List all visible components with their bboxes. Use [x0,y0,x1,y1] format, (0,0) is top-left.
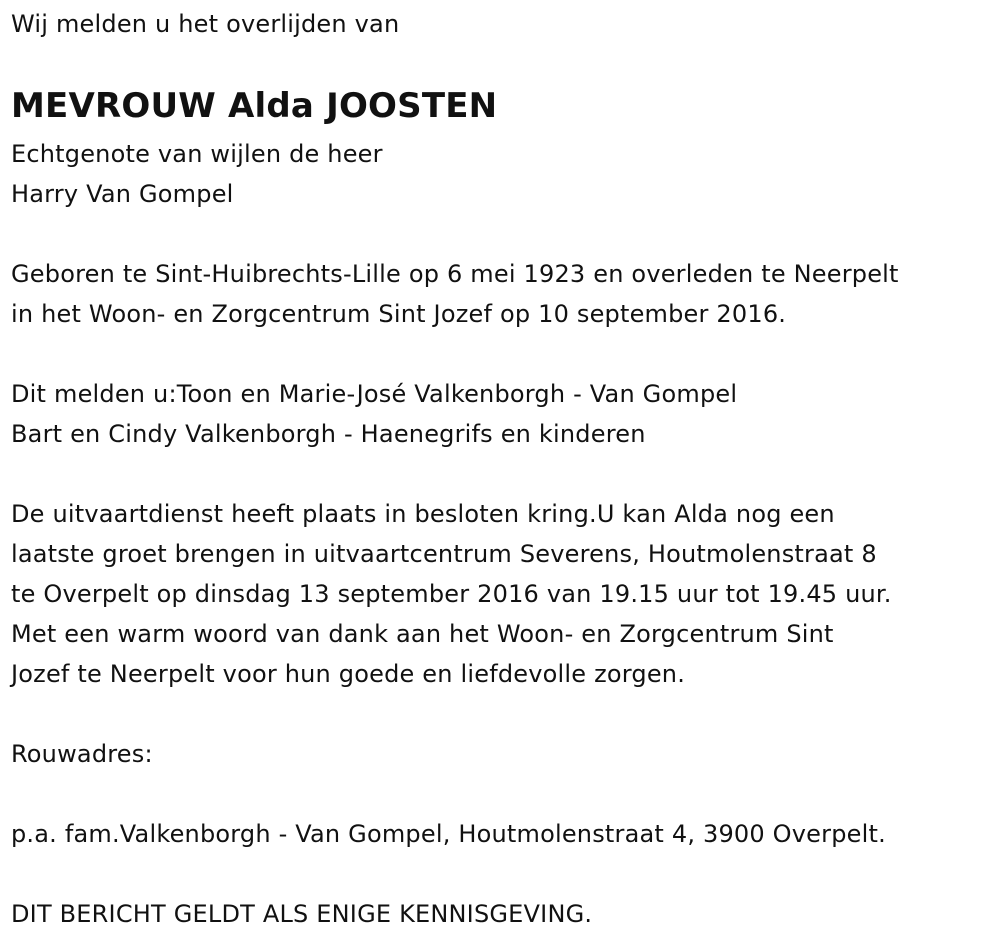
funeral-line-2: laatste groet brengen in uitvaartcentrum Severens, Houtmolenstraat 8 [11,540,877,568]
closing-statement: DIT BERICHT GELDT ALS ENIGE KENNISGEVING. [11,900,593,928]
deceased-name: MEVROUW Alda JOOSTEN [11,86,498,126]
announcers-line-2: Bart en Cindy Valkenborgh - Haenegrifs en kinderen [11,420,646,448]
funeral-line-3: te Overpelt op dinsdag 13 september 2016 van 19.15 uur tot 19.45 uur. [11,580,892,608]
mourning-address: p.a. fam.Valkenborgh - Van Gompel, Houtmolenstraat 4, 3900 Overpelt. [11,820,886,848]
spouse-line-1: Echtgenote van wijlen de heer [11,140,383,168]
funeral-line-1: De uitvaartdienst heeft plaats in besloten kring.U kan Alda nog een [11,500,835,528]
birth-death-line-1: Geboren te Sint-Huibrechts-Lille op 6 mei 1923 en overleden te Neerpelt [11,260,899,288]
intro-text: Wij melden u het overlijden van [11,10,400,38]
mourning-address-label: Rouwadres: [11,740,153,768]
announcers-line-1: Dit melden u:Toon en Marie-José Valkenborgh - Van Gompel [11,380,738,408]
spouse-line-2: Harry Van Gompel [11,180,234,208]
funeral-line-4: Met een warm woord van dank aan het Woon- en Zorgcentrum Sint [11,620,834,648]
birth-death-line-2: in het Woon- en Zorgcentrum Sint Jozef op 10 september 2016. [11,300,787,328]
funeral-line-5: Jozef te Neerpelt voor hun goede en liefdevolle zorgen. [11,660,686,688]
